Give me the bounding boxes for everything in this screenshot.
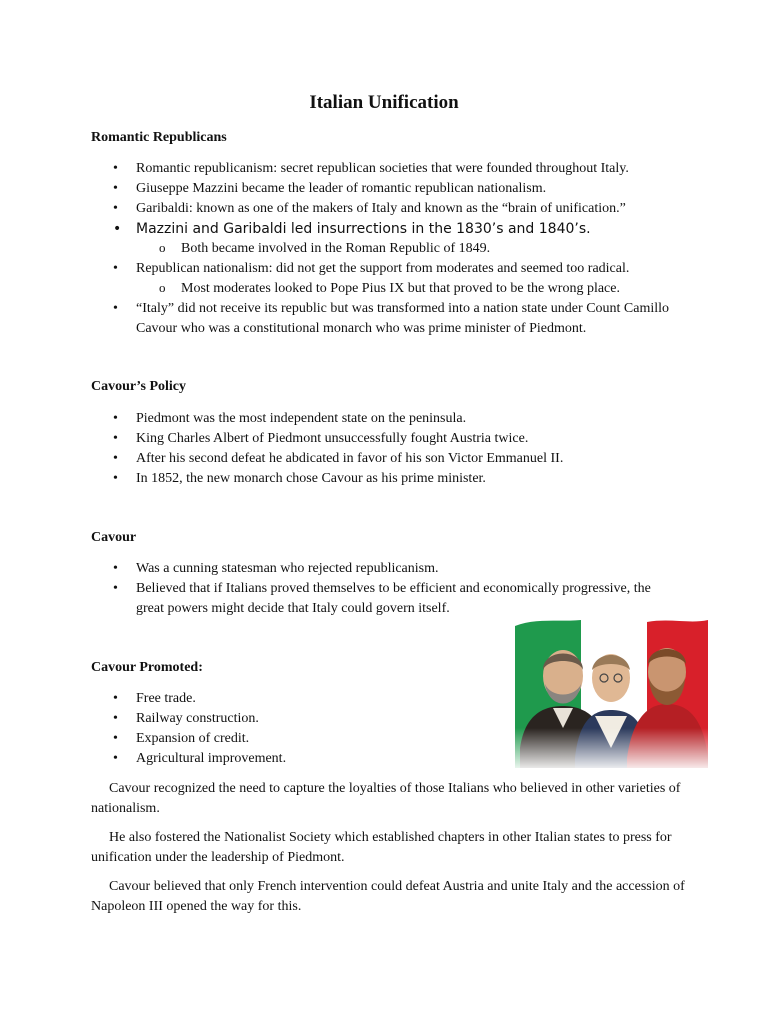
list-item: • Giuseppe Mazzini became the leader of romantic republican nationalism. [0, 179, 768, 199]
list-item: • After his second defeat he abdicated in favor of his son Victor Emmanuel II. [0, 449, 768, 469]
list-item: • Believed that if Italians proved themselves to be efficient and economically progressive, the great powers might decide that Italy could govern itself. [0, 579, 768, 619]
list-item: • In 1852, the new monarch chose Cavour as his prime minister. [0, 469, 768, 489]
list-item: • Railway construction. [0, 709, 768, 729]
list-item: • Romantic republicanism: secret republican societies that were founded throughout Italy. [0, 159, 768, 179]
page-title: Italian Unification [309, 92, 459, 113]
list-item: • Mazzini and Garibaldi led insurrections in the 1830’s and 1840’s. [0, 219, 768, 239]
list-item: • King Charles Albert of Piedmont unsuccessfully fought Austria twice. [0, 429, 768, 449]
italian-leaders-portrait-image [515, 618, 708, 768]
cavour-list [0, 559, 768, 619]
section-heading-cavours-policy: Cavour’s Policy [91, 379, 186, 394]
list-item: • “Italy” did not receive its republic but was transformed into a nation state under Count Camillo Cavour who was a constitutional monarch who was prime minister of Piedmont. [0, 299, 768, 339]
list-item: • Agricultural improvement. [0, 749, 768, 769]
paragraph: Cavour recognized the need to capture the loyalties of those Italians who believed in other varieties of nationalism. [91, 781, 681, 816]
section-heading-cavour: Cavour [91, 530, 137, 545]
list-item: • Expansion of credit. [0, 729, 768, 749]
list-item: • Free trade. [0, 689, 768, 709]
paragraph: Cavour believed that only French intervention could defeat Austria and unite Italy and the accession of Napoleon III opened the way for this. [91, 879, 685, 914]
list-item: • Piedmont was the most independent state on the peninsula. [0, 409, 768, 429]
sub-list-item: o Both became involved in the Roman Republic of 1849. [0, 239, 768, 259]
section-heading-romantic-republicans: Romantic Republicans [91, 130, 227, 145]
paragraph: He also fostered the Nationalist Society which established chapters in other Italian states to press for unification under the leadership of Piedmont. [91, 830, 672, 865]
romantic-republicans-list [0, 159, 768, 339]
section-heading-cavour-promoted: Cavour Promoted: [91, 660, 203, 675]
list-item: • Was a cunning statesman who rejected republicanism. [0, 559, 768, 579]
sub-list-item: o Most moderates looked to Pope Pius IX but that proved to be the wrong place. [0, 279, 768, 299]
cavours-policy-list [0, 409, 768, 489]
list-item: • Garibaldi: known as one of the makers of Italy and known as the “brain of unification.” [0, 199, 768, 219]
list-item: • Republican nationalism: did not get the support from moderates and seemed too radical. [0, 259, 768, 279]
